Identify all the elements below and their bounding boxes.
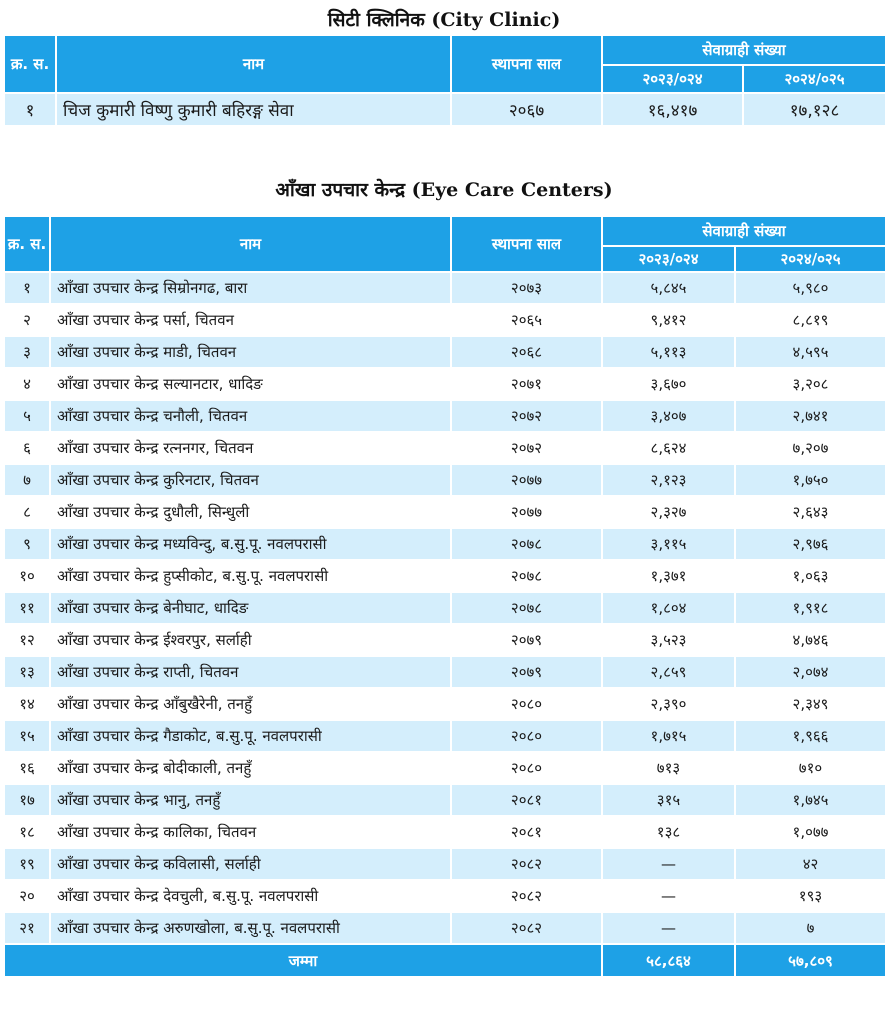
total-value-1: ५८,८६४: [603, 945, 734, 976]
row-name: आँखा उपचार केन्द्र माडी, चितवन: [51, 337, 450, 367]
row-clients-year-2: ४,५९५: [736, 337, 885, 367]
row-clients-year-2: १,०६३: [736, 561, 885, 591]
row-clients-year-2: ७१०: [736, 753, 885, 783]
row-established-year: २०७९: [452, 657, 601, 687]
eye-care-table: [3, 215, 887, 978]
table-row: [5, 689, 885, 719]
table-row: [5, 433, 885, 463]
table-row: [5, 305, 885, 335]
row-name: आँखा उपचार केन्द्र चनौली, चितवन: [51, 401, 450, 431]
row-established-year: २०७२: [452, 401, 601, 431]
row-name: आँखा उपचार केन्द्र राप्ती, चितवन: [51, 657, 450, 687]
row-established-year: २०८२: [452, 913, 601, 943]
row-name: आँखा उपचार केन्द्र बेनीघाट, धादिङ: [51, 593, 450, 623]
row-established-year: २०८१: [452, 785, 601, 815]
table-row: [5, 817, 885, 847]
header-year-1: २०२३/०२४: [603, 66, 742, 92]
table-row: [5, 849, 885, 879]
table-row: [5, 785, 885, 815]
row-clients-year-1: २,१२३: [603, 465, 734, 495]
row-established-year: २०६७: [452, 94, 601, 125]
row-clients-year-2: १,०७७: [736, 817, 885, 847]
table-row: [5, 625, 885, 655]
row-name: आँखा उपचार केन्द्र रत्ननगर, चितवन: [51, 433, 450, 463]
row-serial: २: [5, 305, 49, 335]
row-clients-year-2: ३,२०८: [736, 369, 885, 399]
table-row: [5, 529, 885, 559]
row-clients-year-1: ३१५: [603, 785, 734, 815]
row-serial: १७: [5, 785, 49, 815]
row-clients-year-2: ७,२०७: [736, 433, 885, 463]
row-clients-year-2: २,३४९: [736, 689, 885, 719]
row-established-year: २०७१: [452, 369, 601, 399]
header-name: नाम: [57, 36, 450, 92]
row-clients-year-1: १६,४१७: [603, 94, 742, 125]
table-row: [5, 401, 885, 431]
row-clients-year-1: ९,४१२: [603, 305, 734, 335]
row-established-year: २०८२: [452, 881, 601, 911]
table-row: [5, 721, 885, 751]
row-established-year: २०८२: [452, 849, 601, 879]
row-clients-year-1: ३,४०७: [603, 401, 734, 431]
table-row: [5, 657, 885, 687]
row-name: आँखा उपचार केन्द्र सल्यानटार, धादिङ: [51, 369, 450, 399]
row-clients-year-2: २,६४३: [736, 497, 885, 527]
row-clients-year-1: ५,८४५: [603, 273, 734, 303]
row-name: चिज कुमारी विष्णु कुमारी बहिरङ्ग सेवा: [57, 94, 450, 125]
row-clients-year-2: २,०७४: [736, 657, 885, 687]
header-sn: क्र. स.: [5, 217, 49, 271]
row-name: आँखा उपचार केन्द्र कालिका, चितवन: [51, 817, 450, 847]
table-row: [5, 593, 885, 623]
row-serial: २१: [5, 913, 49, 943]
header-year-2: २०२४/०२५: [736, 247, 885, 271]
row-serial: ३: [5, 337, 49, 367]
row-clients-year-2: १,९१८: [736, 593, 885, 623]
row-established-year: २०७८: [452, 593, 601, 623]
table-row: [5, 881, 885, 911]
row-established-year: २०८१: [452, 817, 601, 847]
row-name: आँखा उपचार केन्द्र देवचुली, ब.सु.पू. नवलपरासी: [51, 881, 450, 911]
row-clients-year-1: १,७१५: [603, 721, 734, 751]
row-established-year: २०६८: [452, 337, 601, 367]
row-name: आँखा उपचार केन्द्र अरुणखोला, ब.सु.पू. नवलपरासी: [51, 913, 450, 943]
row-name: आँखा उपचार केन्द्र ईश्वरपुर, सर्लाही: [51, 625, 450, 655]
table-row: [5, 753, 885, 783]
row-serial: १५: [5, 721, 49, 751]
row-clients-year-1: ५,११३: [603, 337, 734, 367]
row-name: आँखा उपचार केन्द्र हुप्सीकोट, ब.सु.पू. नवलपरासी: [51, 561, 450, 591]
table-row: [5, 465, 885, 495]
row-clients-year-1: ८,६२४: [603, 433, 734, 463]
eye-care-title: आँखा उपचार केन्द्र (Eye Care Centers): [275, 179, 613, 201]
row-clients-year-1: —: [603, 913, 734, 943]
row-clients-year-1: २,३२७: [603, 497, 734, 527]
row-serial: ११: [5, 593, 49, 623]
table-row: [5, 497, 885, 527]
row-established-year: २०८०: [452, 753, 601, 783]
row-name: आँखा उपचार केन्द्र सिम्रोनगढ, बारा: [51, 273, 450, 303]
row-serial: १३: [5, 657, 49, 687]
row-established-year: २०७३: [452, 273, 601, 303]
row-name: आँखा उपचार केन्द्र पर्सा, चितवन: [51, 305, 450, 335]
row-name: आँखा उपचार केन्द्र गैडाकोट, ब.सु.पू. नवलपरासी: [51, 721, 450, 751]
header-year-2: २०२४/०२५: [744, 66, 885, 92]
table-row: [5, 337, 885, 367]
row-established-year: २०७७: [452, 497, 601, 527]
row-clients-year-2: २,७४१: [736, 401, 885, 431]
total-value-2: ५७,८०९: [736, 945, 885, 976]
row-serial: १२: [5, 625, 49, 655]
row-serial: १०: [5, 561, 49, 591]
city-clinic-title: सिटी क्लिनिक (City Clinic): [327, 9, 561, 31]
row-serial: १: [5, 273, 49, 303]
row-serial: १: [5, 94, 55, 125]
row-serial: ९: [5, 529, 49, 559]
row-clients-year-1: २,८५९: [603, 657, 734, 687]
row-serial: ५: [5, 401, 49, 431]
table-row: [5, 561, 885, 591]
row-serial: १८: [5, 817, 49, 847]
row-clients-year-2: ४२: [736, 849, 885, 879]
city-clinic-table: [3, 34, 887, 127]
row-clients-year-2: १,७५०: [736, 465, 885, 495]
row-established-year: २०७९: [452, 625, 601, 655]
row-clients-year-2: १७,१२८: [744, 94, 885, 125]
row-name: आँखा उपचार केन्द्र बोदीकाली, तनहुँ: [51, 753, 450, 783]
row-clients-year-2: १,९६६: [736, 721, 885, 751]
row-clients-year-1: —: [603, 849, 734, 879]
row-clients-year-2: १९३: [736, 881, 885, 911]
row-clients-year-2: ५,९८०: [736, 273, 885, 303]
row-clients-year-2: १,७४५: [736, 785, 885, 815]
header-name: नाम: [51, 217, 450, 271]
total-row: [5, 945, 885, 976]
table-row: [5, 94, 885, 125]
row-established-year: २०८०: [452, 721, 601, 751]
table-row: [5, 273, 885, 303]
row-serial: ६: [5, 433, 49, 463]
header-established: स्थापना साल: [452, 217, 601, 271]
total-label: जम्मा: [5, 945, 601, 976]
table-row: [5, 369, 885, 399]
row-serial: १९: [5, 849, 49, 879]
row-clients-year-2: ४,७४६: [736, 625, 885, 655]
row-serial: १४: [5, 689, 49, 719]
row-clients-year-2: ७: [736, 913, 885, 943]
row-clients-year-1: —: [603, 881, 734, 911]
row-serial: ७: [5, 465, 49, 495]
row-serial: २०: [5, 881, 49, 911]
row-clients-year-1: ३,११५: [603, 529, 734, 559]
header-clients: सेवाग्राही संख्या: [603, 217, 885, 245]
header-year-1: २०२३/०२४: [603, 247, 734, 271]
row-established-year: २०७८: [452, 529, 601, 559]
row-serial: ८: [5, 497, 49, 527]
row-name: आँखा उपचार केन्द्र कविलासी, सर्लाही: [51, 849, 450, 879]
row-established-year: २०८०: [452, 689, 601, 719]
row-clients-year-1: १३८: [603, 817, 734, 847]
row-name: आँखा उपचार केन्द्र कुरिनटार, चितवन: [51, 465, 450, 495]
row-clients-year-1: ७१३: [603, 753, 734, 783]
row-established-year: २०७२: [452, 433, 601, 463]
row-clients-year-1: ३,६७०: [603, 369, 734, 399]
header-clients: सेवाग्राही संख्या: [603, 36, 885, 64]
table-row: [5, 913, 885, 943]
row-serial: ४: [5, 369, 49, 399]
row-clients-year-2: ८,८१९: [736, 305, 885, 335]
row-clients-year-2: २,९७६: [736, 529, 885, 559]
row-clients-year-1: १,८०४: [603, 593, 734, 623]
row-clients-year-1: १,३७१: [603, 561, 734, 591]
row-clients-year-1: ३,५२३: [603, 625, 734, 655]
header-sn: क्र. स.: [5, 36, 55, 92]
header-established: स्थापना साल: [452, 36, 601, 92]
row-name: आँखा उपचार केन्द्र आँबुखैरेनी, तनहुँ: [51, 689, 450, 719]
row-name: आँखा उपचार केन्द्र भानु, तनहुँ: [51, 785, 450, 815]
row-clients-year-1: २,३९०: [603, 689, 734, 719]
row-established-year: २०७८: [452, 561, 601, 591]
row-name: आँखा उपचार केन्द्र दुधौली, सिन्धुली: [51, 497, 450, 527]
row-established-year: २०६५: [452, 305, 601, 335]
row-serial: १६: [5, 753, 49, 783]
row-established-year: २०७७: [452, 465, 601, 495]
row-name: आँखा उपचार केन्द्र मध्यविन्दु, ब.सु.पू. नवलपरासी: [51, 529, 450, 559]
